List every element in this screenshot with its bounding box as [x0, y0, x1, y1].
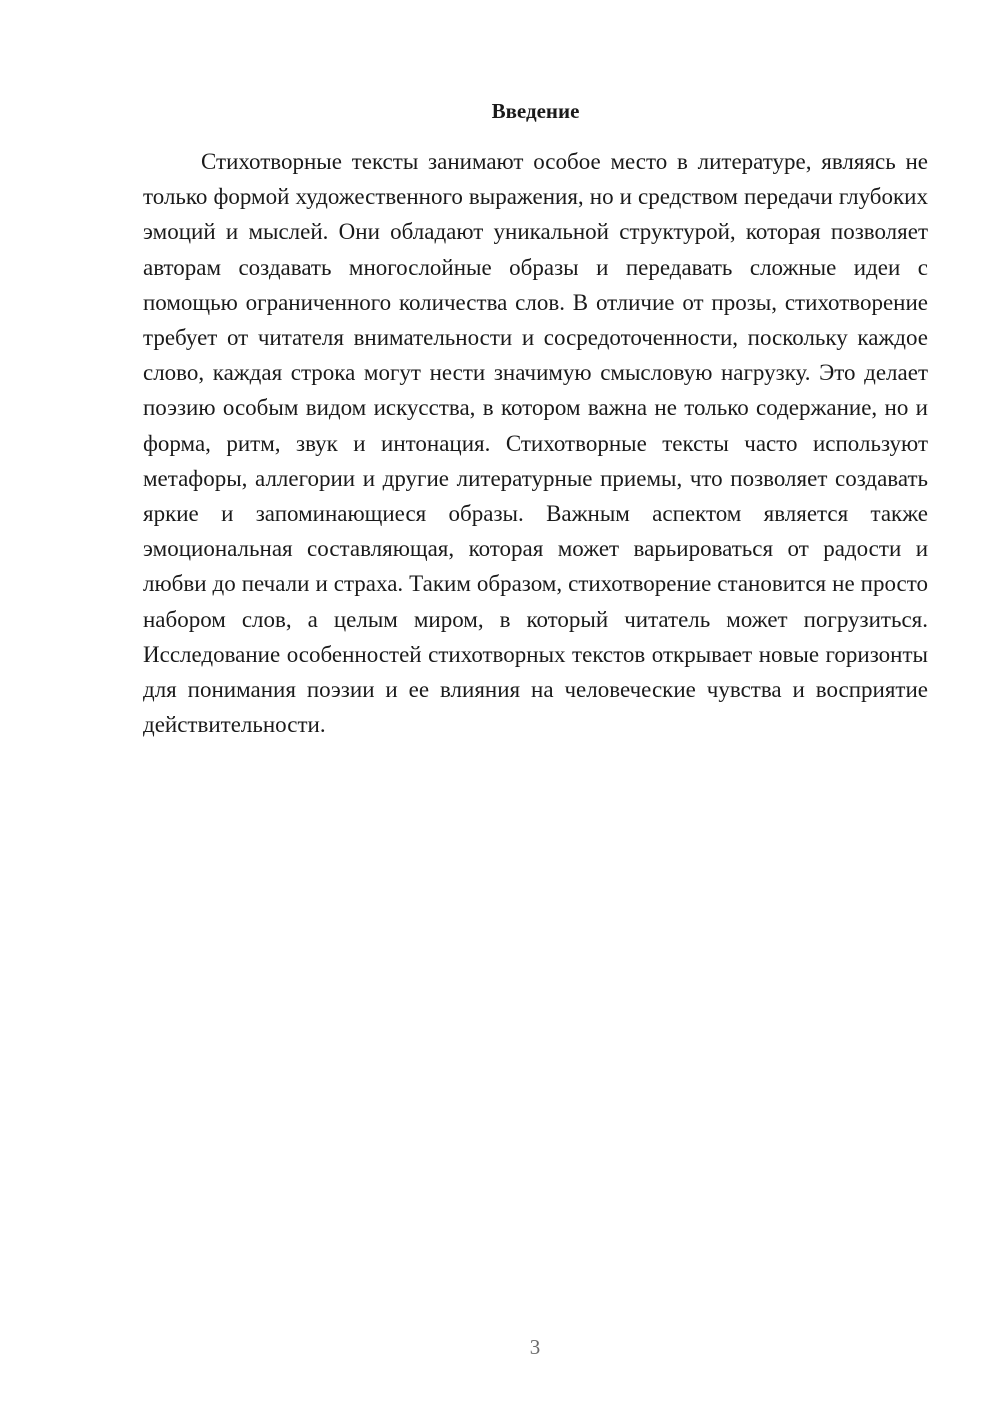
page-number: 3 — [529, 1335, 541, 1359]
body-paragraph: Стихотворные тексты занимают особое место в литературе, являясь не только формой художественного выражения, но и средством передачи глубоких эмоций и мыслей. Они обладают уникальной структурой, которая позволяет авторам создавать многослойные образы и передавать сложные идеи с помощью ограниченного количества слов. В отличие от прозы, стихотворение требует от читателя внимательности и сосредоточенности, поскольку каждое слово, каждая строка могут нести значимую смысловую нагрузку. Это делает поэзию особым видом искусства, в котором важна не только содержание, но и форма, ритм, звук и интонация. Стихотворные тексты часто используют метафоры, аллегории и другие литературные приемы, что позволяет создавать яркие и запоминающиеся образы. Важным аспектом является также эмоциональная составляющая, которая может варьироваться от радости и любви до печали и страха. Таким образом, стихотворение становится не просто набором слов, а целым миром, в который читатель может погрузиться. Исследование особенностей стихотворных текстов открывает новые горизонты для понимания поэзии и ее влияния на человеческие чувства и восприятие действительности. — [143, 149, 928, 738]
section-heading: Введение — [491, 99, 580, 123]
